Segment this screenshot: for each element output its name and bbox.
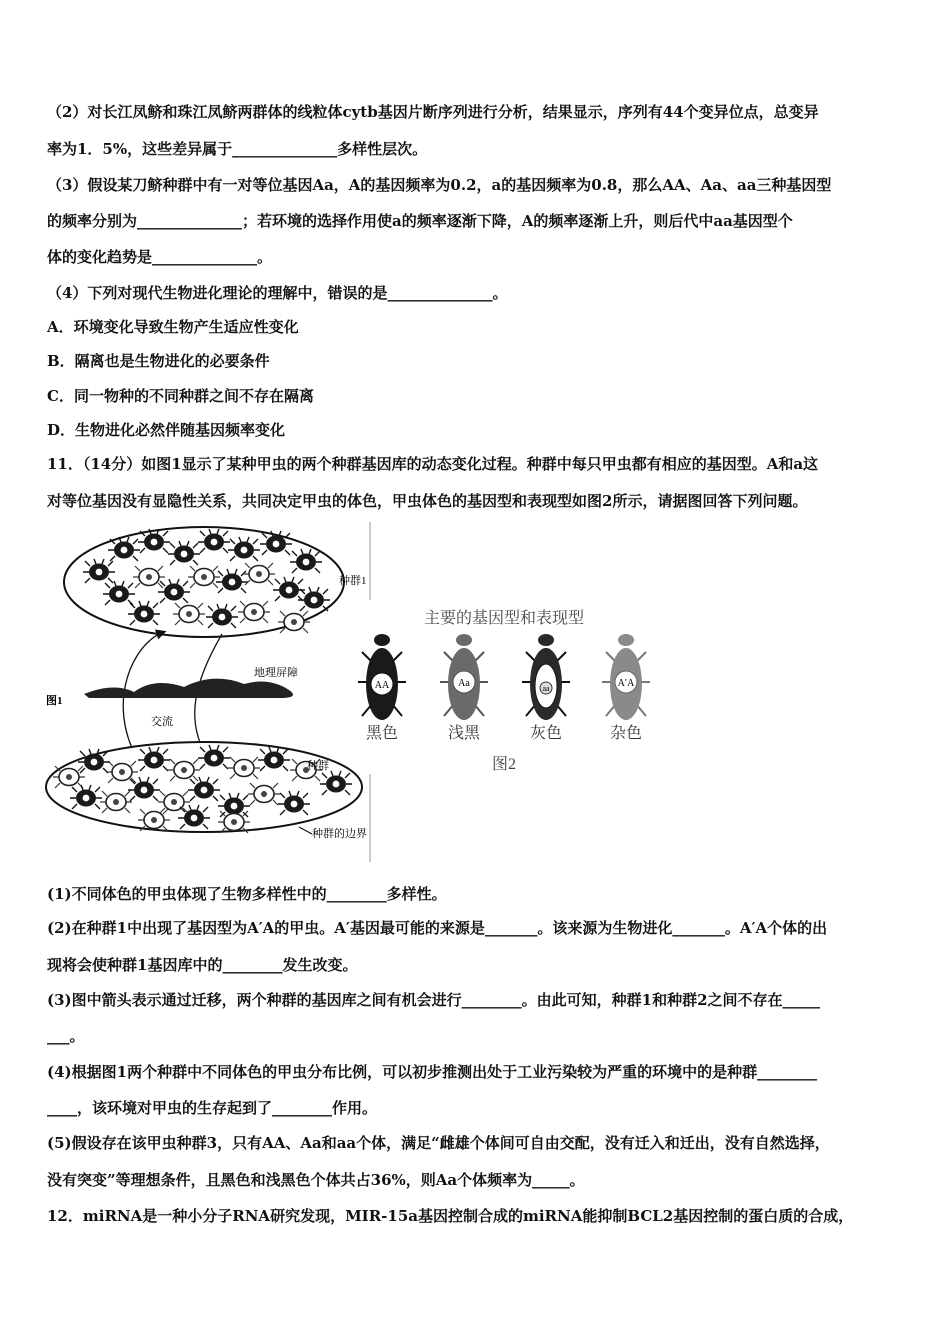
q11-part5-line2: 没有突变”等理想条件，且黑色和浅黑色个体共占36%，则Aa个体频率为_____。 [47,1171,585,1189]
q11-part1: (1)不同体色的甲虫体现了生物多样性中的________多样性。 [47,885,447,903]
q11-stem-line2: 对等位基因没有显隐性关系，共同决定甲虫的体色，甲虫体色的基因型和表现型如图2所示，请据图回答下列问题。 [47,492,808,510]
q11-part2-line2: 现将会使种群1基因库中的________发生改变。 [47,956,358,974]
population1-label: 种群1 [339,575,367,587]
genotype-aa-rec: aa [542,684,550,693]
population2-label: 种群 [307,760,329,772]
option-d: D．生物进化必然伴随基因频率变化 [47,421,286,439]
q10-part2-line1: （2）对长江凤鲚和珠江凤鲚两群体的线粒体cytb基因片断序列进行分析，结果显示，序列有44个变异位点，总变异 [47,103,819,121]
q10-part4-stem: （4）下列对现代生物进化理论的理解中，错误的是______________。 [47,284,508,302]
q11-stem-line1: 11．（14分）如图1显示了某种甲虫的两个种群基因库的动态变化过程。种群中每只甲虫都有相应的基因型。A和a这 [47,455,819,473]
genotype-aa-dominant: AA [374,680,390,691]
phenotype-mixed: 杂色 [609,725,643,742]
figure-area [44,522,656,862]
q11-part2-line1: (2)在种群1中出现了基因型为A′A的甲虫。A′基因最可能的来源是_______。该来源为生物进化_______。A′A个体的出 [47,919,828,937]
geographic-barrier [84,679,293,698]
q11-part3-line2: ___。 [47,1027,85,1045]
genotype-mixed: A′A [617,678,635,689]
figure-svg [44,522,656,862]
q10-part3-line2: 的频率分别为______________；若环境的选择作用使a的频率逐渐下降，A的频率逐渐上升，则后代中aa基因型个 [47,212,793,230]
figure2-title: 主要的基因型和表现型 [423,610,585,627]
exchange-label: 交流 [151,716,173,728]
barrier-label: 地理屏障 [254,667,298,679]
q10-part3-line3: 体的变化趋势是______________。 [47,248,273,266]
genotype-aa-het: Aa [458,678,470,689]
option-c: C．同一物种的不同种群之间不存在隔离 [47,387,314,405]
beetle-aa-recessive [522,634,570,742]
option-b: B．隔离也是生物进化的必要条件 [47,352,270,370]
q11-part5-line1: (5)假设存在该甲虫种群3，只有AA、Aa和aa个体，满足“雌雄个体间可自由交配，没有迁入和迁出，没有自然选择， [47,1134,830,1152]
figure2-caption: 图2 [491,756,517,773]
q12-stem: 12．miRNA是一种小分子RNA研究发现，MIR-15a基因控制合成的miRNA能抑制BCL2基因控制的蛋白质的合成， [47,1207,854,1225]
q11-part4-line1: (4)根据图1两个种群中不同体色的甲虫分布比例，可以初步推测出处于工业污染较为严重的环境中的是种群________ [47,1063,818,1081]
phenotype-gray: 灰色 [529,725,563,742]
figure1-label: 图1 [46,695,63,707]
phenotype-light-black: 浅黑 [447,725,481,742]
beetle-aa-hetero [440,634,488,742]
option-a: A．环境变化导致生物产生适应性变化 [47,318,299,336]
q11-part4-line2: ____，该环境对甲虫的生存起到了________作用。 [47,1099,378,1117]
q10-part3-line1: （3）假设某刀鲚种群中有一对等位基因Aa，A的基因频率为0.2，a的基因频率为0.8，那么AA、Aa、aa三种基因型 [47,176,832,194]
boundary-label: 种群的边界 [312,828,367,840]
beetle-mixed [602,634,650,742]
beetle-aa-dominant [358,634,406,742]
phenotype-black: 黑色 [365,725,399,742]
boundary-pointer [299,827,312,834]
q10-part2-line2: 率为1．5%，这些差异属于______________多样性层次。 [47,140,428,158]
q11-part3-line1: (3)图中箭头表示通过迁移，两个种群的基因库之间有机会进行________。由此可知，种群1和种群2之间不存在_____ [47,991,821,1009]
